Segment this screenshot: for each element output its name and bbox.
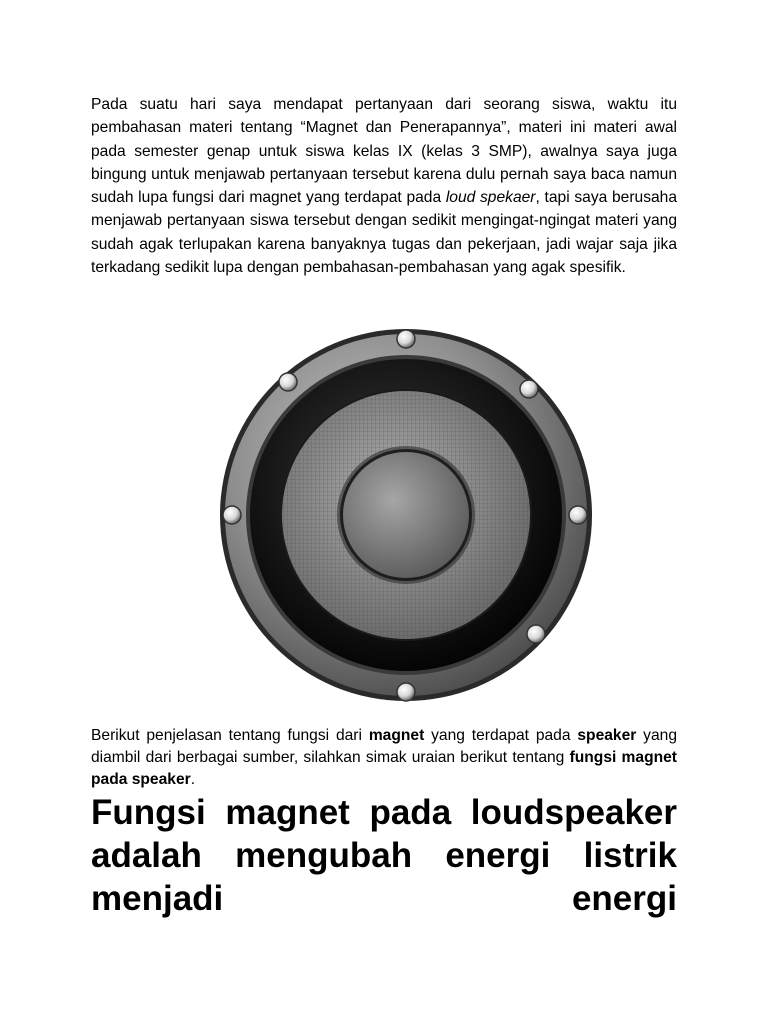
explain-paragraph xyxy=(91,725,677,791)
intro-italic-term: loud spekaer xyxy=(445,189,536,207)
bolt-icon xyxy=(223,506,241,524)
explain-text-4: . xyxy=(190,771,196,788)
bolt-icon xyxy=(569,506,587,524)
bolt-icon xyxy=(397,330,415,348)
section-heading: Fungsi magnet pada loudspeaker adalah mengubah energi listrik menjadi energi xyxy=(91,793,677,918)
bolt-icon xyxy=(520,380,538,398)
speaker-image xyxy=(219,323,593,705)
intro-text-part-1: Pada suatu hari saya mendapat pertanyaan dari seorang siswa, waktu itu pembahasan materi tentang “Magnet dan Penerapannya”, materi ini materi awal pada semester genap untuk siswa kelas IX (kelas 3 SMP), awalnya saya juga bingung untuk menjawab pertanyaan tersebut karena dulu pernah saya baca namun sudah lupa fungsi dari magnet yang terdapat pada xyxy=(91,96,677,207)
explain-bold-fungsi: fungsi magnet pada speaker xyxy=(91,749,677,788)
explain-text-3: yang diambil dari berbagai sumber, silahkan simak uraian berikut tentang xyxy=(91,727,677,766)
explain-bold-magnet: magnet xyxy=(368,727,425,744)
dust-cap xyxy=(343,452,469,578)
intro-paragraph xyxy=(91,93,677,279)
bolt-icon xyxy=(397,683,415,701)
explain-text-2: yang terdapat pada xyxy=(424,727,578,744)
intro-text-part-2: , tapi saya berusaha menjawab pertanyaan siswa tersebut dengan sedikit mengingat-ngingat materi yang sudah agak terlupakan karena banyaknya tugas dan pekerjaan, jadi wajar saja jika terkadang sedikit lupa dengan pembahasan-pembahasan yang agak spesifik. xyxy=(91,189,678,277)
explain-text-1: Berikut penjelasan tentang fungsi dari xyxy=(91,727,369,744)
bolt-icon xyxy=(279,373,297,391)
bolt-icon xyxy=(527,625,545,643)
loudspeaker-illustration-icon xyxy=(219,323,593,705)
explain-bold-speaker: speaker xyxy=(577,727,637,744)
